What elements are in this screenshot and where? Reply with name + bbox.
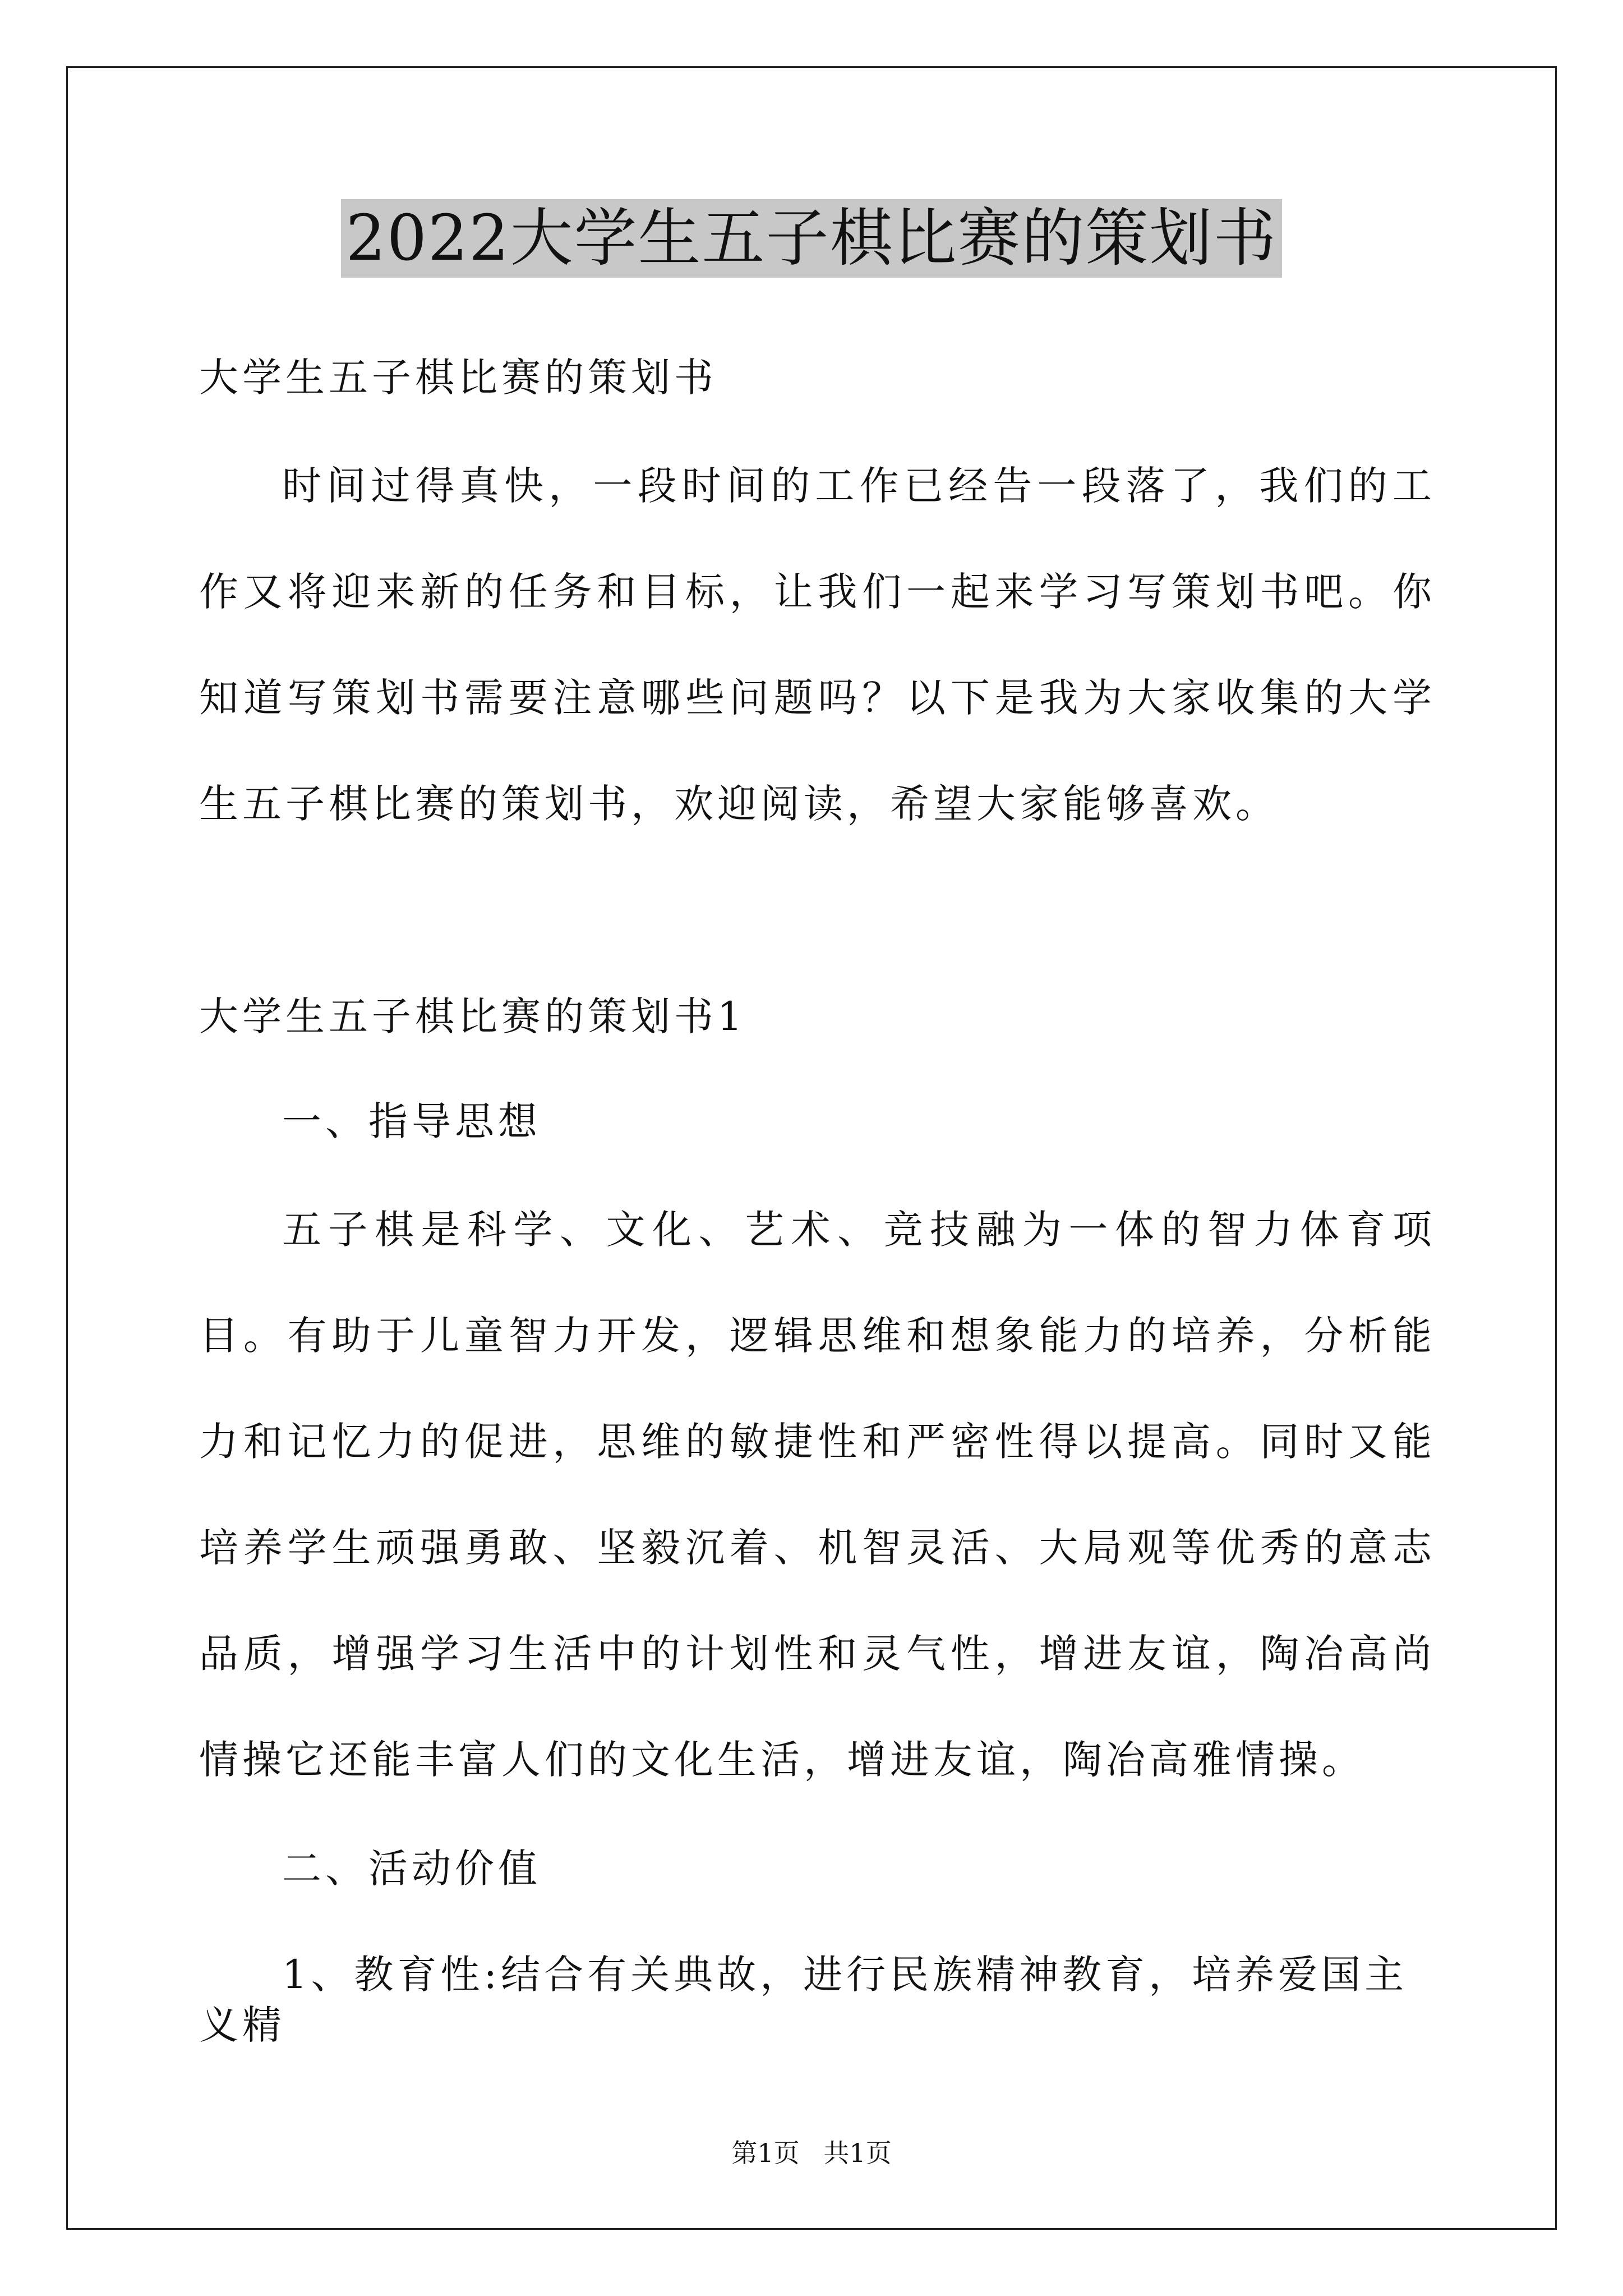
paragraph-guiding-ideology: 五子棋是科学、文化、艺术、竞技融为一体的智力体育项目。有助于儿童智力开发，逻辑思维和想象能力的培养，分析能力和记忆力的促进，思维的敏捷性和严密性得以提高。同时又能培养学生顽强勇敢、坚毅沉着、机智灵活、大局观等优秀的意志品质，增强学习生活中的计划性和灵气性，增进友谊，陶冶高尚情操它还能丰富人们的文化生活，增进友谊，陶冶高雅情操。: [199, 1207, 1436, 1783]
heading-activity-value: 二、活动价值: [282, 1846, 541, 1892]
heading-guiding-ideology: 一、指导思想: [282, 1098, 541, 1144]
document-title: 2022大学生五子棋比赛的策划书: [341, 199, 1281, 278]
section-title: 大学生五子棋比赛的策划书1: [199, 993, 746, 1039]
page-number-current: 第1页: [731, 2138, 800, 2168]
intro-paragraph: 时间过得真快，一段时间的工作已经告一段落了，我们的工作又将迎来新的任务和目标，让我们一起来学习写策划书吧。你知道写策划书需要注意哪些问题吗？以下是我为大家收集的大学生五子棋比赛的策划书，欢迎阅读，希望大家能够喜欢。: [199, 463, 1436, 827]
document-subtitle: 大学生五子棋比赛的策划书: [199, 355, 717, 401]
page-footer: [0, 2136, 1623, 2170]
title-container: [0, 199, 1623, 278]
list-item-education: 1、教育性:结合有关典故，进行民族精神教育，培养爱国主义精: [199, 1952, 1408, 2048]
page-number-total: 共1页: [823, 2138, 892, 2168]
